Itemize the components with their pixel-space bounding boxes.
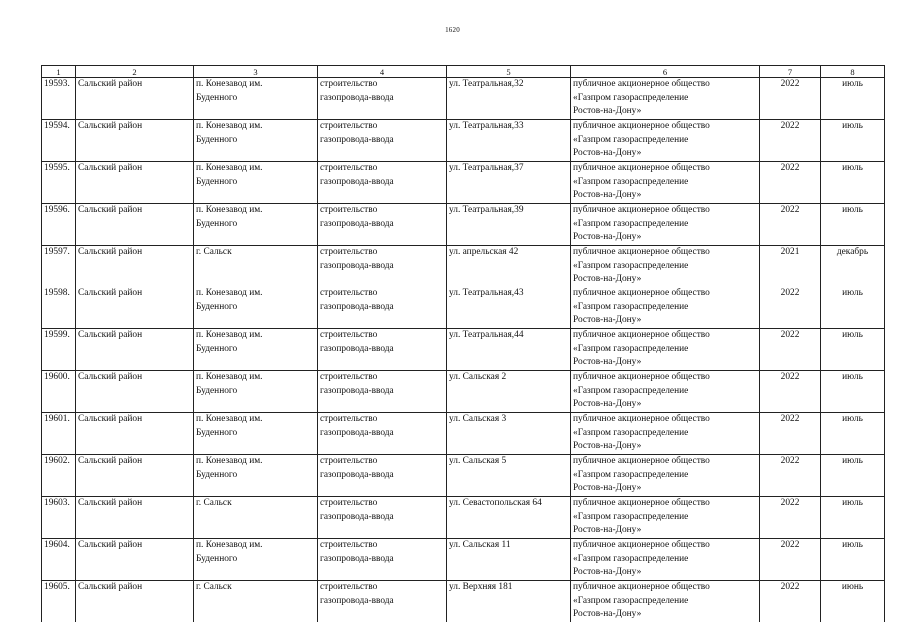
month-cell: июль (821, 162, 885, 204)
page-number: 1620 (445, 26, 460, 34)
month-cell: декабрь (821, 246, 885, 288)
table-row (42, 204, 885, 246)
year-cell: 2022 (760, 287, 821, 329)
settlement-cell: п. Конезавод им. Буденного (194, 120, 318, 162)
address-cell: ул. Театральная,37 (447, 162, 571, 204)
address-cell: ул. Сальская 2 (447, 371, 571, 413)
work-type-cell: строительство газопровода-ввода (318, 581, 447, 622)
work-type-cell: строительство газопровода-ввода (318, 539, 447, 581)
address-cell: ул. Театральная,32 (447, 78, 571, 120)
settlement-cell: г. Сальск (194, 581, 318, 622)
district-cell: Сальский район (76, 539, 194, 581)
work-type-cell: строительство газопровода-ввода (318, 497, 447, 539)
district-cell: Сальский район (76, 455, 194, 497)
column-header: 4 (318, 66, 447, 78)
table-row (42, 246, 885, 288)
month-cell: июль (821, 497, 885, 539)
month-cell: июль (821, 204, 885, 246)
month-cell: июль (821, 455, 885, 497)
address-cell: ул. Сальская 5 (447, 455, 571, 497)
work-type-cell: строительство газопровода-ввода (318, 204, 447, 246)
settlement-cell: п. Конезавод им. Буденного (194, 455, 318, 497)
column-header: 3 (194, 66, 318, 78)
address-cell: ул. Театральная,39 (447, 204, 571, 246)
address-cell: ул. Сальская 3 (447, 413, 571, 455)
month-cell: июль (821, 539, 885, 581)
address-cell: ул. Театральная,43 (447, 287, 571, 329)
year-cell: 2022 (760, 162, 821, 204)
settlement-cell: г. Сальск (194, 246, 318, 288)
district-cell: Сальский район (76, 162, 194, 204)
table-row (42, 287, 885, 329)
month-cell: июль (821, 413, 885, 455)
table-row (42, 539, 885, 581)
organization-cell: публичное акционерное общество «Газпром газораспределение Ростов-на-Дону» (571, 246, 760, 288)
district-cell: Сальский район (76, 497, 194, 539)
work-type-cell: строительство газопровода-ввода (318, 413, 447, 455)
column-header: 6 (571, 66, 760, 78)
year-cell: 2022 (760, 539, 821, 581)
organization-cell: публичное акционерное общество «Газпром газораспределение Ростов-на-Дону» (571, 329, 760, 371)
table-row (42, 497, 885, 539)
column-header: 1 (42, 66, 76, 78)
row-number: 19594. (42, 120, 76, 162)
district-cell: Сальский район (76, 120, 194, 162)
year-cell: 2022 (760, 329, 821, 371)
table-row (42, 371, 885, 413)
register-table (41, 65, 885, 622)
organization-cell: публичное акционерное общество «Газпром газораспределение Ростов-на-Дону» (571, 204, 760, 246)
district-cell: Сальский район (76, 78, 194, 120)
column-header: 5 (447, 66, 571, 78)
organization-cell: публичное акционерное общество «Газпром газораспределение Ростов-на-Дону» (571, 497, 760, 539)
work-type-cell: строительство газопровода-ввода (318, 371, 447, 413)
organization-cell: публичное акционерное общество «Газпром газораспределение Ростов-на-Дону» (571, 371, 760, 413)
address-cell: ул. Верхняя 181 (447, 581, 571, 622)
row-number: 19605. (42, 581, 76, 622)
year-cell: 2022 (760, 204, 821, 246)
month-cell: июль (821, 329, 885, 371)
row-number: 19602. (42, 455, 76, 497)
year-cell: 2022 (760, 497, 821, 539)
column-number-header (42, 66, 885, 78)
work-type-cell: строительство газопровода-ввода (318, 120, 447, 162)
table-row (42, 78, 885, 120)
settlement-cell: п. Конезавод им. Буденного (194, 162, 318, 204)
settlement-cell: п. Конезавод им. Буденного (194, 287, 318, 329)
row-number: 19604. (42, 539, 76, 581)
month-cell: июль (821, 78, 885, 120)
row-number: 19601. (42, 413, 76, 455)
organization-cell: публичное акционерное общество «Газпром газораспределение Ростов-на-Дону» (571, 162, 760, 204)
address-cell: ул. апрельская 42 (447, 246, 571, 288)
table-row (42, 581, 885, 622)
year-cell: 2022 (760, 455, 821, 497)
month-cell: июнь (821, 581, 885, 622)
organization-cell: публичное акционерное общество «Газпром газораспределение Ростов-на-Дону» (571, 413, 760, 455)
year-cell: 2022 (760, 371, 821, 413)
year-cell: 2021 (760, 246, 821, 288)
row-number: 19595. (42, 162, 76, 204)
address-cell: ул. Театральная,33 (447, 120, 571, 162)
address-cell: ул. Севастопольская 64 (447, 497, 571, 539)
year-cell: 2022 (760, 78, 821, 120)
organization-cell: публичное акционерное общество «Газпром газораспределение Ростов-на-Дону» (571, 287, 760, 329)
settlement-cell: п. Конезавод им. Буденного (194, 204, 318, 246)
month-cell: июль (821, 371, 885, 413)
table-row (42, 455, 885, 497)
table-row (42, 413, 885, 455)
year-cell: 2022 (760, 581, 821, 622)
table-row (42, 162, 885, 204)
column-header: 8 (821, 66, 885, 78)
row-number: 19597. (42, 246, 76, 288)
month-cell: июль (821, 287, 885, 329)
district-cell: Сальский район (76, 371, 194, 413)
row-number: 19600. (42, 371, 76, 413)
month-cell: июль (821, 120, 885, 162)
settlement-cell: п. Конезавод им. Буденного (194, 413, 318, 455)
organization-cell: публичное акционерное общество «Газпром газораспределение Ростов-на-Дону» (571, 120, 760, 162)
work-type-cell: строительство газопровода-ввода (318, 78, 447, 120)
district-cell: Сальский район (76, 413, 194, 455)
settlement-cell: п. Конезавод им. Буденного (194, 371, 318, 413)
work-type-cell: строительство газопровода-ввода (318, 246, 447, 288)
column-header: 7 (760, 66, 821, 78)
row-number: 19599. (42, 329, 76, 371)
work-type-cell: строительство газопровода-ввода (318, 329, 447, 371)
district-cell: Сальский район (76, 329, 194, 371)
table-row (42, 329, 885, 371)
district-cell: Сальский район (76, 246, 194, 288)
row-number: 19593. (42, 78, 76, 120)
column-header: 2 (76, 66, 194, 78)
row-number: 19598. (42, 287, 76, 329)
district-cell: Сальский район (76, 204, 194, 246)
year-cell: 2022 (760, 413, 821, 455)
organization-cell: публичное акционерное общество «Газпром газораспределение Ростов-на-Дону» (571, 455, 760, 497)
work-type-cell: строительство газопровода-ввода (318, 287, 447, 329)
settlement-cell: п. Конезавод им. Буденного (194, 329, 318, 371)
organization-cell: публичное акционерное общество «Газпром газораспределение Ростов-на-Дону» (571, 539, 760, 581)
address-cell: ул. Театральная,44 (447, 329, 571, 371)
work-type-cell: строительство газопровода-ввода (318, 162, 447, 204)
organization-cell: публичное акционерное общество «Газпром газораспределение Ростов-на-Дону» (571, 78, 760, 120)
table-body (42, 78, 885, 622)
settlement-cell: п. Конезавод им. Буденного (194, 78, 318, 120)
row-number: 19603. (42, 497, 76, 539)
table-row (42, 120, 885, 162)
work-type-cell: строительство газопровода-ввода (318, 455, 447, 497)
organization-cell: публичное акционерное общество «Газпром газораспределение Ростов-на-Дону» (571, 581, 760, 622)
address-cell: ул. Сальская 11 (447, 539, 571, 581)
settlement-cell: г. Сальск (194, 497, 318, 539)
row-number: 19596. (42, 204, 76, 246)
settlement-cell: п. Конезавод им. Буденного (194, 539, 318, 581)
year-cell: 2022 (760, 120, 821, 162)
district-cell: Сальский район (76, 581, 194, 622)
district-cell: Сальский район (76, 287, 194, 329)
